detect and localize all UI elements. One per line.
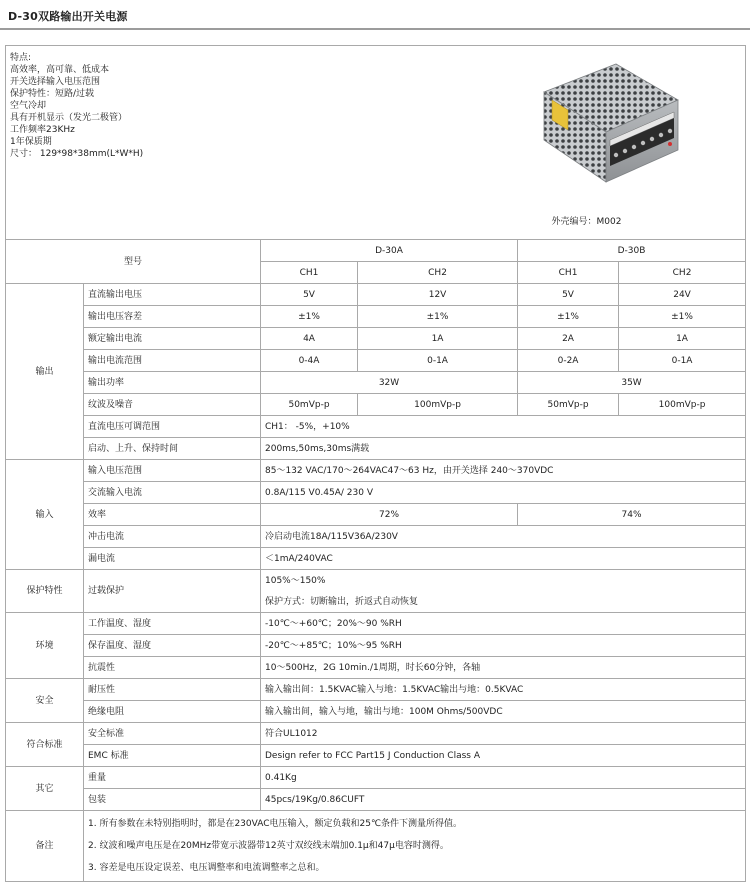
- row-label: 直流输出电压: [84, 284, 261, 306]
- channel-header: CH1: [261, 262, 358, 284]
- table-row: [6, 745, 746, 767]
- table-cell: 72%: [261, 504, 518, 526]
- feature-item: 尺寸： 129*98*38mm(L*W*H): [10, 149, 144, 159]
- notes-content: [84, 811, 746, 882]
- table-row: [6, 482, 746, 504]
- channel-header: CH1: [518, 262, 619, 284]
- feature-item: 工作频率23KHz: [10, 125, 75, 135]
- table-cell: 输入输出间，输入与地，输出与地：100M Ohms/500VDC: [261, 701, 746, 723]
- table-cell: Design refer to FCC Part15 J Conduction Class A: [261, 745, 746, 767]
- table-row: [6, 350, 746, 372]
- row-label: 包装: [84, 789, 261, 811]
- table-row: [6, 372, 746, 394]
- row-label: 漏电流: [84, 548, 261, 570]
- row-label: 输出电压容差: [84, 306, 261, 328]
- table-row: [6, 613, 746, 635]
- model-label: 型号: [6, 240, 261, 284]
- model-d30a: D-30A: [261, 240, 518, 262]
- table-row: [6, 416, 746, 438]
- row-label: 输出电流范围: [84, 350, 261, 372]
- table-cell: ＜1mA/240VAC: [261, 548, 746, 570]
- table-cell: 0-1A: [619, 350, 746, 372]
- table-cell: 32W: [261, 372, 518, 394]
- row-label: 保存温度、湿度: [84, 635, 261, 657]
- features-list: [6, 46, 358, 240]
- table-cell: ±1%: [261, 306, 358, 328]
- table-cell: 0.8A/115 V0.45A/ 230 V: [261, 482, 746, 504]
- model-d30b: D-30B: [518, 240, 746, 262]
- table-cell: 5V: [518, 284, 619, 306]
- feature-item: 开关选择输入电压范围: [10, 77, 101, 87]
- table-cell: 24V: [619, 284, 746, 306]
- table-row: [6, 789, 746, 811]
- table-row: [6, 504, 746, 526]
- table-row: [6, 723, 746, 745]
- category-other: 其它: [6, 767, 84, 811]
- table-cell: 200ms,50ms,30ms满载: [261, 438, 746, 460]
- table-cell: 5V: [261, 284, 358, 306]
- feature-item: 空气冷却: [10, 101, 47, 111]
- category-standards: 符合标准: [6, 723, 84, 767]
- power-supply-photo: [530, 54, 680, 204]
- category-input: 输入: [6, 460, 84, 570]
- table-cell: 100mVp-p: [358, 394, 518, 416]
- row-label: 交流输入电流: [84, 482, 261, 504]
- row-label: EMC 标准: [84, 745, 261, 767]
- table-cell: 4A: [261, 328, 358, 350]
- category-protection: 保护特性: [6, 570, 84, 613]
- table-cell: ±1%: [358, 306, 518, 328]
- table-cell: 35W: [518, 372, 746, 394]
- table-cell: 符合UL1012: [261, 723, 746, 745]
- category-notes: 备注: [6, 811, 84, 882]
- note-item: 1. 所有参数在未特别指明时，都是在230VAC电压输入，额定负载和25℃条件下测量所得值。: [88, 819, 463, 829]
- table-row: [6, 394, 746, 416]
- feature-item: 具有开机显示（发光二极管）: [10, 113, 128, 123]
- table-cell: 冷启动电流18A/115V36A/230V: [261, 526, 746, 548]
- table-row: [6, 657, 746, 679]
- table-cell: 74%: [518, 504, 746, 526]
- row-label: 输出功率: [84, 372, 261, 394]
- features-heading: 特点:: [10, 53, 32, 63]
- title-divider: [0, 28, 750, 30]
- table-row: [6, 767, 746, 789]
- spec-table: [5, 45, 746, 882]
- table-cell: 50mVp-p: [518, 394, 619, 416]
- table-cell: 0-4A: [261, 350, 358, 372]
- table-cell: -10℃～+60℃；20%～90 %RH: [261, 613, 746, 635]
- table-cell: 1A: [358, 328, 518, 350]
- header-row-models: [6, 240, 746, 262]
- row-label: 额定输出电流: [84, 328, 261, 350]
- shell-code: 外壳编号：M002: [551, 217, 622, 227]
- table-cell: 100mVp-p: [619, 394, 746, 416]
- category-safety: 安全: [6, 679, 84, 723]
- table-cell: 2A: [518, 328, 619, 350]
- table-cell: 105%～150%: [261, 570, 746, 592]
- channel-header: CH2: [358, 262, 518, 284]
- row-label: 过载保护: [84, 570, 261, 613]
- channel-header: CH2: [619, 262, 746, 284]
- row-label: 纹波及噪音: [84, 394, 261, 416]
- table-cell: 50mVp-p: [261, 394, 358, 416]
- table-cell: CH1： -5%，+10%: [261, 416, 746, 438]
- note-item: 2. 纹波和噪声电压是在20MHz带宽示波器带12英寸双绞线末端加0.1μ和47μ电容时测得。: [88, 841, 449, 851]
- table-cell: 85～132 VAC/170～264VAC47～63 Hz，由开关选择 240～370VDC: [261, 460, 746, 482]
- row-label: 绝缘电阻: [84, 701, 261, 723]
- table-row: [6, 635, 746, 657]
- table-cell: 0.41Kg: [261, 767, 746, 789]
- notes-row: [6, 811, 746, 882]
- feature-item: 高效率，高可靠、低成本: [10, 65, 110, 75]
- table-cell: 12V: [358, 284, 518, 306]
- table-cell: 45pcs/19Kg/0.86CUFT: [261, 789, 746, 811]
- table-row: [6, 460, 746, 482]
- row-label: 工作温度、湿度: [84, 613, 261, 635]
- table-row: [6, 570, 746, 592]
- row-label: 抗震性: [84, 657, 261, 679]
- table-row: [6, 679, 746, 701]
- table-cell: ±1%: [518, 306, 619, 328]
- note-item: 3. 容差是电压设定误差、电压调整率和电流调整率之总和。: [88, 863, 325, 873]
- row-label: 安全标准: [84, 723, 261, 745]
- table-row: [6, 328, 746, 350]
- category-output: 输出: [6, 284, 84, 460]
- row-label: 启动、上升、保持时间: [84, 438, 261, 460]
- features-row: [6, 46, 746, 240]
- table-cell: 保护方式：切断输出，折返式自动恢复: [261, 591, 746, 613]
- table-cell: 输入输出间：1.5KVAC输入与地：1.5KVAC输出与地：0.5KVAC: [261, 679, 746, 701]
- table-row: [6, 548, 746, 570]
- row-label: 耐压性: [84, 679, 261, 701]
- table-cell: -20℃～+85℃；10%～95 %RH: [261, 635, 746, 657]
- page-title: D-30双路输出开关电源: [8, 10, 128, 23]
- table-cell: 10～500Hz，2G 10min./1周期，时长60分钟，各轴: [261, 657, 746, 679]
- row-label: 冲击电流: [84, 526, 261, 548]
- table-row: [6, 438, 746, 460]
- category-environment: 环境: [6, 613, 84, 679]
- table-cell: ±1%: [619, 306, 746, 328]
- table-cell: 0-1A: [358, 350, 518, 372]
- table-cell: 1A: [619, 328, 746, 350]
- table-cell: 0-2A: [518, 350, 619, 372]
- row-label: 效率: [84, 504, 261, 526]
- feature-item: 保护特性：短路/过载: [10, 89, 95, 99]
- product-image-cell: [518, 46, 746, 240]
- row-label: 直流电压可调范围: [84, 416, 261, 438]
- table-row: [6, 526, 746, 548]
- feature-item: 1年保质期: [10, 137, 52, 147]
- table-row: [6, 701, 746, 723]
- table-row: [6, 284, 746, 306]
- row-label: 输入电压范围: [84, 460, 261, 482]
- table-row: [6, 306, 746, 328]
- row-label: 重量: [84, 767, 261, 789]
